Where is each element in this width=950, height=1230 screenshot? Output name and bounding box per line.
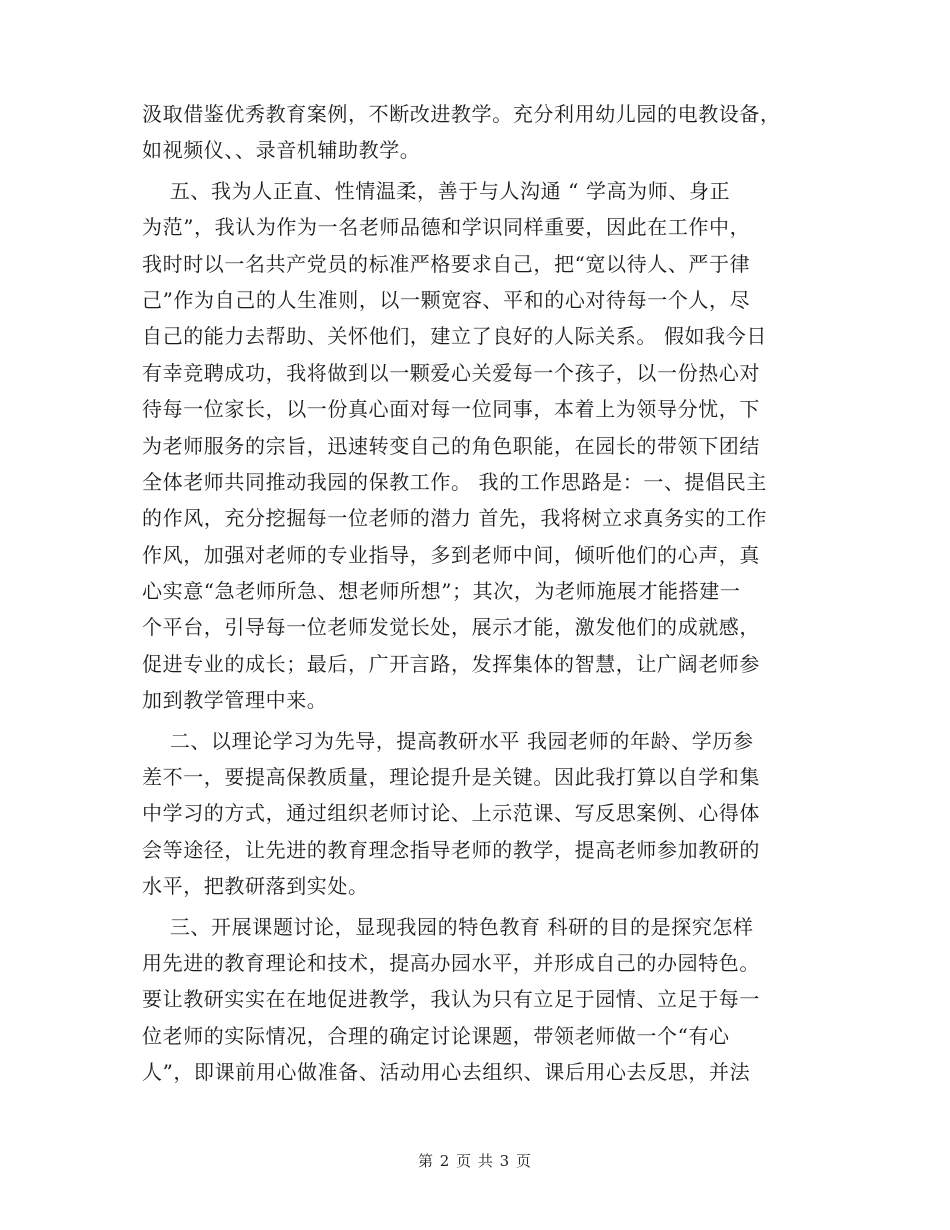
text-line: 差不一，要提高保教质量，理论提升是关键。因此我打算以自学和集 [142, 765, 760, 790]
text-line: 待每一位家长，以一份真心面对每一位同事，本着上为领导分忧，下 [142, 397, 760, 422]
paragraph-3 [142, 723, 822, 905]
text-line: 人”，即课前用心做准备、活动用心去组织、课后用心去反思，并法 [142, 1060, 751, 1085]
text-line: 要让教研实实在在地促进教学，我认为只有立足于园情、立足于每一 [142, 987, 760, 1012]
page-number-label: 第 2 页 共 3 页 [418, 1152, 532, 1170]
text-line: 中学习的方式，通过组织老师讨论、上示范课、写反思案例、心得体 [142, 801, 760, 826]
text-line: 加到教学管理中来。 [142, 688, 328, 713]
text-line: 二、以理论学习为先导，提高教研水平 我园老师的年龄、学历参 [142, 728, 754, 753]
text-line: 的作风，充分挖掘每一位老师的潜力 首先，我将树立求真务实的工作 [142, 506, 767, 531]
paragraph-4 [142, 909, 822, 1091]
text-line: 会等途径，让先进的教育理念指导老师的教学，提高老师参加教研的 [142, 837, 760, 862]
text-line: 位老师的实际情况，合理的确定讨论课题，带领老师做一个“有心 [142, 1023, 730, 1048]
text-line: 己”作为自己的人生准则，以一颗宽容、平和的心对待每一个人，尽 [142, 287, 751, 312]
text-line: 全体老师共同推动我园的保教工作。 我的工作思路是：一、提倡民主 [142, 469, 767, 494]
page-footer [0, 1150, 950, 1171]
text-line: 心实意“急老师所急、想老师所想”；其次，为老师施展才能搭建一 [142, 579, 741, 604]
text-line: 为范”，我认为作为一名老师品德和学识同样重要，因此在工作中， [142, 215, 751, 240]
text-line: 有幸竞聘成功，我将做到以一颗爱心关爱每一个孩子，以一份热心对 [142, 360, 760, 385]
text-line: 汲取借鉴优秀教育案例，不断改进教学。充分利用幼儿园的电教设备， [142, 102, 781, 126]
text-line: 作风，加强对老师的专业指导，多到老师中间，倾听他们的心声，真 [142, 542, 760, 567]
text-line: 水平，把教研落到实处。 [142, 874, 369, 899]
text-line: 自己的能力去帮助、关怀他们，建立了良好的人际关系。 假如我今日 [142, 324, 767, 349]
text-line: 个平台，引导每一位老师发觉长处，展示才能，激发他们的成就感， [142, 615, 760, 640]
paragraph-1 [142, 96, 822, 169]
text-line: 五、我为人正直、性情温柔，善于与人沟通 “ 学高为师、身正 [142, 178, 731, 203]
text-line: 我时时以一名共产党员的标准严格要求自己，把“宽以待人、严于律 [142, 251, 751, 276]
text-line: 用先进的教育理论和技术，提高办园水平，并形成自己的办园特色。 [142, 950, 760, 975]
text-line: 如视频仪、、录音机辅助教学。 [142, 138, 421, 163]
document-body [142, 96, 822, 1091]
text-line: 三、开展课题讨论，显现我园的特色教育 科研的目的是探究怎样 [142, 914, 754, 939]
text-line: 促进专业的成长；最后，广开言路，发挥集体的智慧，让广阔老师参 [142, 651, 760, 676]
paragraph-2 [142, 173, 822, 719]
text-line: 为老师服务的宗旨，迅速转变自己的角色职能，在园长的带领下团结 [142, 433, 760, 458]
